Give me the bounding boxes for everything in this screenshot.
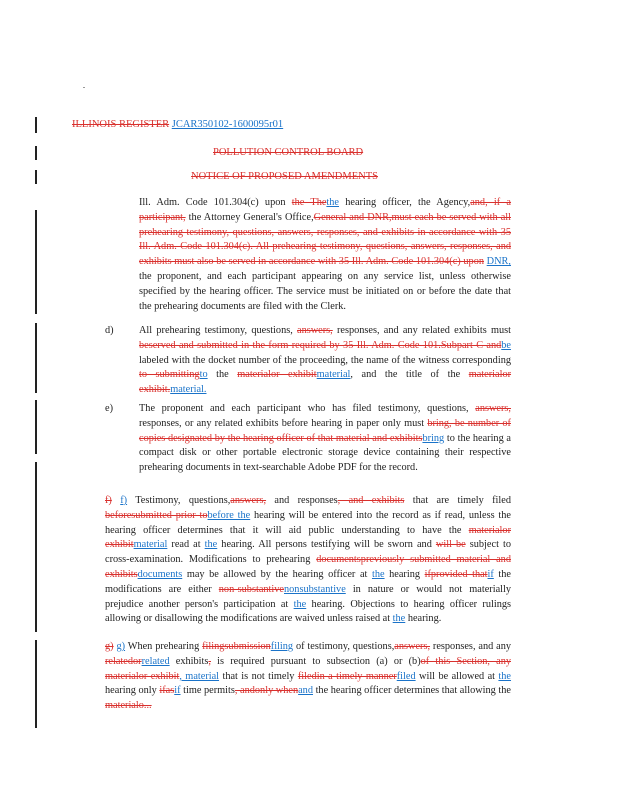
subsection-e-paragraph: The proponent and each participant who has filed testimony, questions, answers, responses, or any related exhibits before hearing in paper only must bring, be number of copies designated by the hearing officer of that material and exhibitsbring to the hearing a compact disk or other portable electronic storage device containing their respective prehearing documents in text-searchable Adobe PDF for the record. <box>139 403 511 474</box>
notice-heading <box>191 170 378 184</box>
change-bar <box>35 323 37 393</box>
board-heading <box>213 146 363 160</box>
subsection-label: e) <box>105 403 113 414</box>
change-bar <box>35 170 37 184</box>
change-bar <box>35 117 37 133</box>
intro-paragraph: Ill. Adm. Code 101.304(c) upon the Thethe hearing officer, the Agency,and, if a participant, the Attorney General's Office,General and DNR,must each be served with all prehearing testimony, questions, answers, responses, and exhibits in accordance with 35 Ill. Adm. Code 101.304(c). All prehearing testimony, questions, answers, responses, and exhibits must also be served in accordance with 35 Ill. Adm. Code 101.304(c) upon DNR, the proponent, and each participant appearing on any service list, unless otherwise specified by the hearing officer. The service must be initiated on or before the date that the prehearing documents are filed with the Clerk. <box>139 197 512 312</box>
change-bar <box>35 210 37 314</box>
subsection-d-paragraph: All prehearing testimony, questions, answers, responses, and any related exhibits must beserved and submitted in the form required by 35 Ill. Adm. Code 101.Subpart C andbe labeled with the docket number of the proceeding, the name of the witness corresponding to submittingto the materialor exhibitmaterial, and the title of the materialor exhibit.material. <box>139 325 512 396</box>
register-heading <box>72 118 283 132</box>
subsection-f-paragraph: f) f) Testimony, questions,answers, and responses, and exhibits that are timely filed beforesubmitted prior tobefore the hearing will be entered into the record as if read, unless the hearing officer determines that it will aid public understanding to have the materialor exhibitmaterial read at the hearing. All persons testifying will be sworn and will be subject to cross-examination. Modifications to prehearing documentspreviously submitted material and exhibitsdocuments may be allowed by the hearing officer at the hearing ifprovided thatif the modifications are either non-substantivenonsubstantive in nature or would not materially prejudice another person's participation at the hearing. Objections to hearing officer rulings allowing or disallowing the modifications are waived unless raised at the hearing. <box>105 495 512 625</box>
change-bar <box>35 640 37 728</box>
deleted-text: ILLINOIS REGISTER <box>72 119 170 130</box>
deleted-text: POLLUTION CONTROL BOARD <box>213 147 364 158</box>
deleted-text: NOTICE OF PROPOSED AMENDMENTS <box>191 171 378 182</box>
scan-speck <box>83 87 85 88</box>
change-bar <box>35 146 37 160</box>
inserted-text: JCAR350102-1600095r01 <box>171 119 284 130</box>
subsection-g-paragraph: g) g) When prehearing filingsubmissionfiling of testimony, questions,answers, responses, and any relatedorrelated exhibits, is required pursuant to subsection (a) or (b)of this Section, any materialor exhibit, material that is not timely filedin a timely mannerfiled will be allowed at the hearing only ifasif time permits, andonly whenand the hearing officer determines that allowing the materialo... <box>105 641 512 712</box>
change-bar <box>35 462 37 632</box>
change-bar <box>35 400 37 454</box>
subsection-label: d) <box>105 325 114 336</box>
